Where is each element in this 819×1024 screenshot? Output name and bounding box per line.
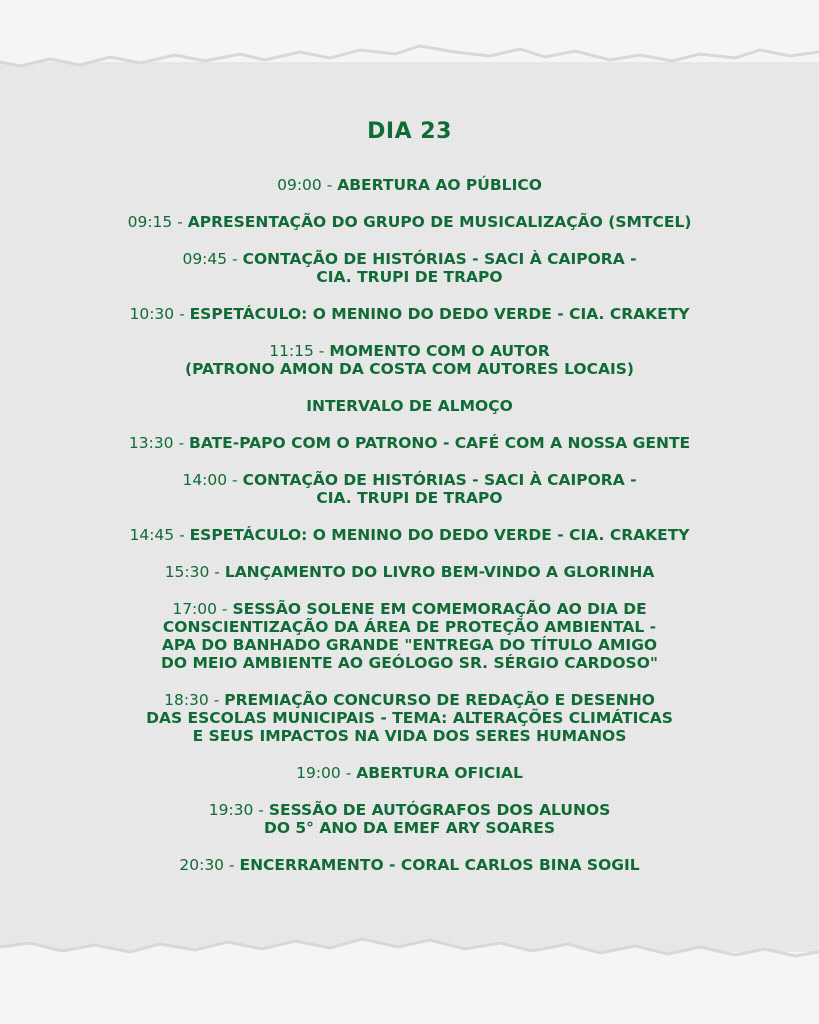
schedule-title: APRESENTAÇÃO DO GRUPO DE MUSICALIZAÇÃO (SMTCEL) — [187, 213, 692, 231]
schedule-time: 18:30 - — [164, 691, 225, 709]
schedule-time: 15:30 - — [164, 563, 225, 581]
schedule-item-line — [0, 471, 819, 489]
schedule-item — [0, 764, 819, 782]
schedule-title: CIA. TRUPI DE TRAPO — [316, 489, 503, 507]
schedule-title: BATE-PAPO COM O PATRONO - CAFÉ COM A NOSSA GENTE — [189, 434, 691, 452]
schedule-time: 14:45 - — [129, 526, 190, 544]
schedule-item — [0, 250, 819, 286]
schedule-item-line — [0, 819, 819, 837]
schedule-time: 19:30 - — [208, 801, 269, 819]
schedule-item-line — [0, 268, 819, 286]
schedule-item-line — [0, 600, 819, 618]
schedule-title: LANÇAMENTO DO LIVRO BEM-VINDO A GLORINHA — [224, 563, 655, 581]
schedule-title: ESPETÁCULO: O MENINO DO DEDO VERDE - CIA. CRAKETY — [189, 305, 690, 323]
schedule-title: CONTAÇÃO DE HISTÓRIAS - SACI À CAIPORA - — [242, 250, 637, 268]
schedule-item-line — [0, 342, 819, 360]
schedule-item-line — [0, 489, 819, 507]
schedule-item-line — [0, 856, 819, 874]
schedule-time: 09:00 - — [277, 176, 338, 194]
schedule-item-line — [0, 709, 819, 727]
schedule-item-line — [0, 727, 819, 745]
schedule-item-line — [0, 213, 819, 231]
schedule-item — [0, 856, 819, 874]
schedule-item-line — [0, 691, 819, 709]
schedule-item-line — [0, 250, 819, 268]
torn-edge-bottom — [0, 925, 819, 985]
schedule-time: 13:30 - — [128, 434, 189, 452]
schedule-time: 09:15 - — [127, 213, 188, 231]
schedule-title: DAS ESCOLAS MUNICIPAIS - TEMA: ALTERAÇÕES CLIMÁTICAS — [146, 709, 673, 727]
schedule-title: PREMIAÇÃO CONCURSO DE REDAÇÃO E DESENHO — [224, 691, 655, 709]
schedule-title: INTERVALO DE ALMOÇO — [306, 397, 513, 415]
schedule-list — [0, 176, 819, 874]
schedule-title: ABERTURA AO PÚBLICO — [337, 176, 542, 194]
schedule-item-line — [0, 305, 819, 323]
schedule-title: ESPETÁCULO: O MENINO DO DEDO VERDE - CIA. CRAKETY — [189, 526, 690, 544]
schedule-title: CIA. TRUPI DE TRAPO — [316, 268, 503, 286]
schedule-title: ENCERRAMENTO - CORAL CARLOS BINA SOGIL — [239, 856, 640, 874]
schedule-time: 19:00 - — [296, 764, 357, 782]
day-title: DIA 23 — [367, 119, 452, 144]
schedule-title: SESSÃO SOLENE EM COMEMORAÇÃO AO DIA DE — [232, 600, 647, 618]
torn-edge-top — [0, 30, 819, 90]
schedule-item-line — [0, 526, 819, 544]
schedule-title: SESSÃO DE AUTÓGRAFOS DOS ALUNOS — [268, 801, 611, 819]
schedule-item — [0, 305, 819, 323]
schedule-item-line — [0, 563, 819, 581]
schedule-title: DO MEIO AMBIENTE AO GEÓLOGO SR. SÉRGIO CARDOSO" — [161, 654, 658, 672]
schedule-time: 17:00 - — [172, 600, 233, 618]
schedule-content — [0, 118, 819, 893]
schedule-item-line — [0, 618, 819, 636]
schedule-time: 09:45 - — [182, 250, 243, 268]
schedule-item-line — [0, 434, 819, 452]
schedule-title: MOMENTO COM O AUTOR — [329, 342, 550, 360]
schedule-item-line — [0, 360, 819, 378]
schedule-title: CONSCIENTIZAÇÃO DA ÁREA DE PROTEÇÃO AMBIENTAL - — [162, 618, 657, 636]
schedule-item-line — [0, 636, 819, 654]
schedule-title: E SEUS IMPACTOS NA VIDA DOS SERES HUMANOS — [192, 727, 627, 745]
schedule-title: ABERTURA OFICIAL — [356, 764, 523, 782]
schedule-item — [0, 691, 819, 745]
schedule-item — [0, 600, 819, 672]
schedule-item — [0, 471, 819, 507]
schedule-item — [0, 526, 819, 544]
schedule-title: (PATRONO AMON DA COSTA COM AUTORES LOCAIS) — [185, 360, 634, 378]
schedule-title: CONTAÇÃO DE HISTÓRIAS - SACI À CAIPORA - — [242, 471, 637, 489]
schedule-item — [0, 342, 819, 378]
schedule-time: 11:15 - — [269, 342, 330, 360]
schedule-item-line — [0, 176, 819, 194]
schedule-item — [0, 434, 819, 452]
schedule-time: 20:30 - — [179, 856, 240, 874]
schedule-item-line — [0, 397, 819, 415]
schedule-time: 14:00 - — [182, 471, 243, 489]
schedule-title: DO 5° ANO DA EMEF ARY SOARES — [263, 819, 556, 837]
schedule-item-line — [0, 801, 819, 819]
schedule-item — [0, 563, 819, 581]
schedule-item-line — [0, 654, 819, 672]
schedule-item — [0, 801, 819, 837]
schedule-item — [0, 397, 819, 415]
schedule-time: 10:30 - — [129, 305, 190, 323]
schedule-item — [0, 213, 819, 231]
schedule-title: APA DO BANHADO GRANDE "ENTREGA DO TÍTULO AMIGO — [161, 636, 658, 654]
schedule-item — [0, 176, 819, 194]
schedule-item-line — [0, 764, 819, 782]
